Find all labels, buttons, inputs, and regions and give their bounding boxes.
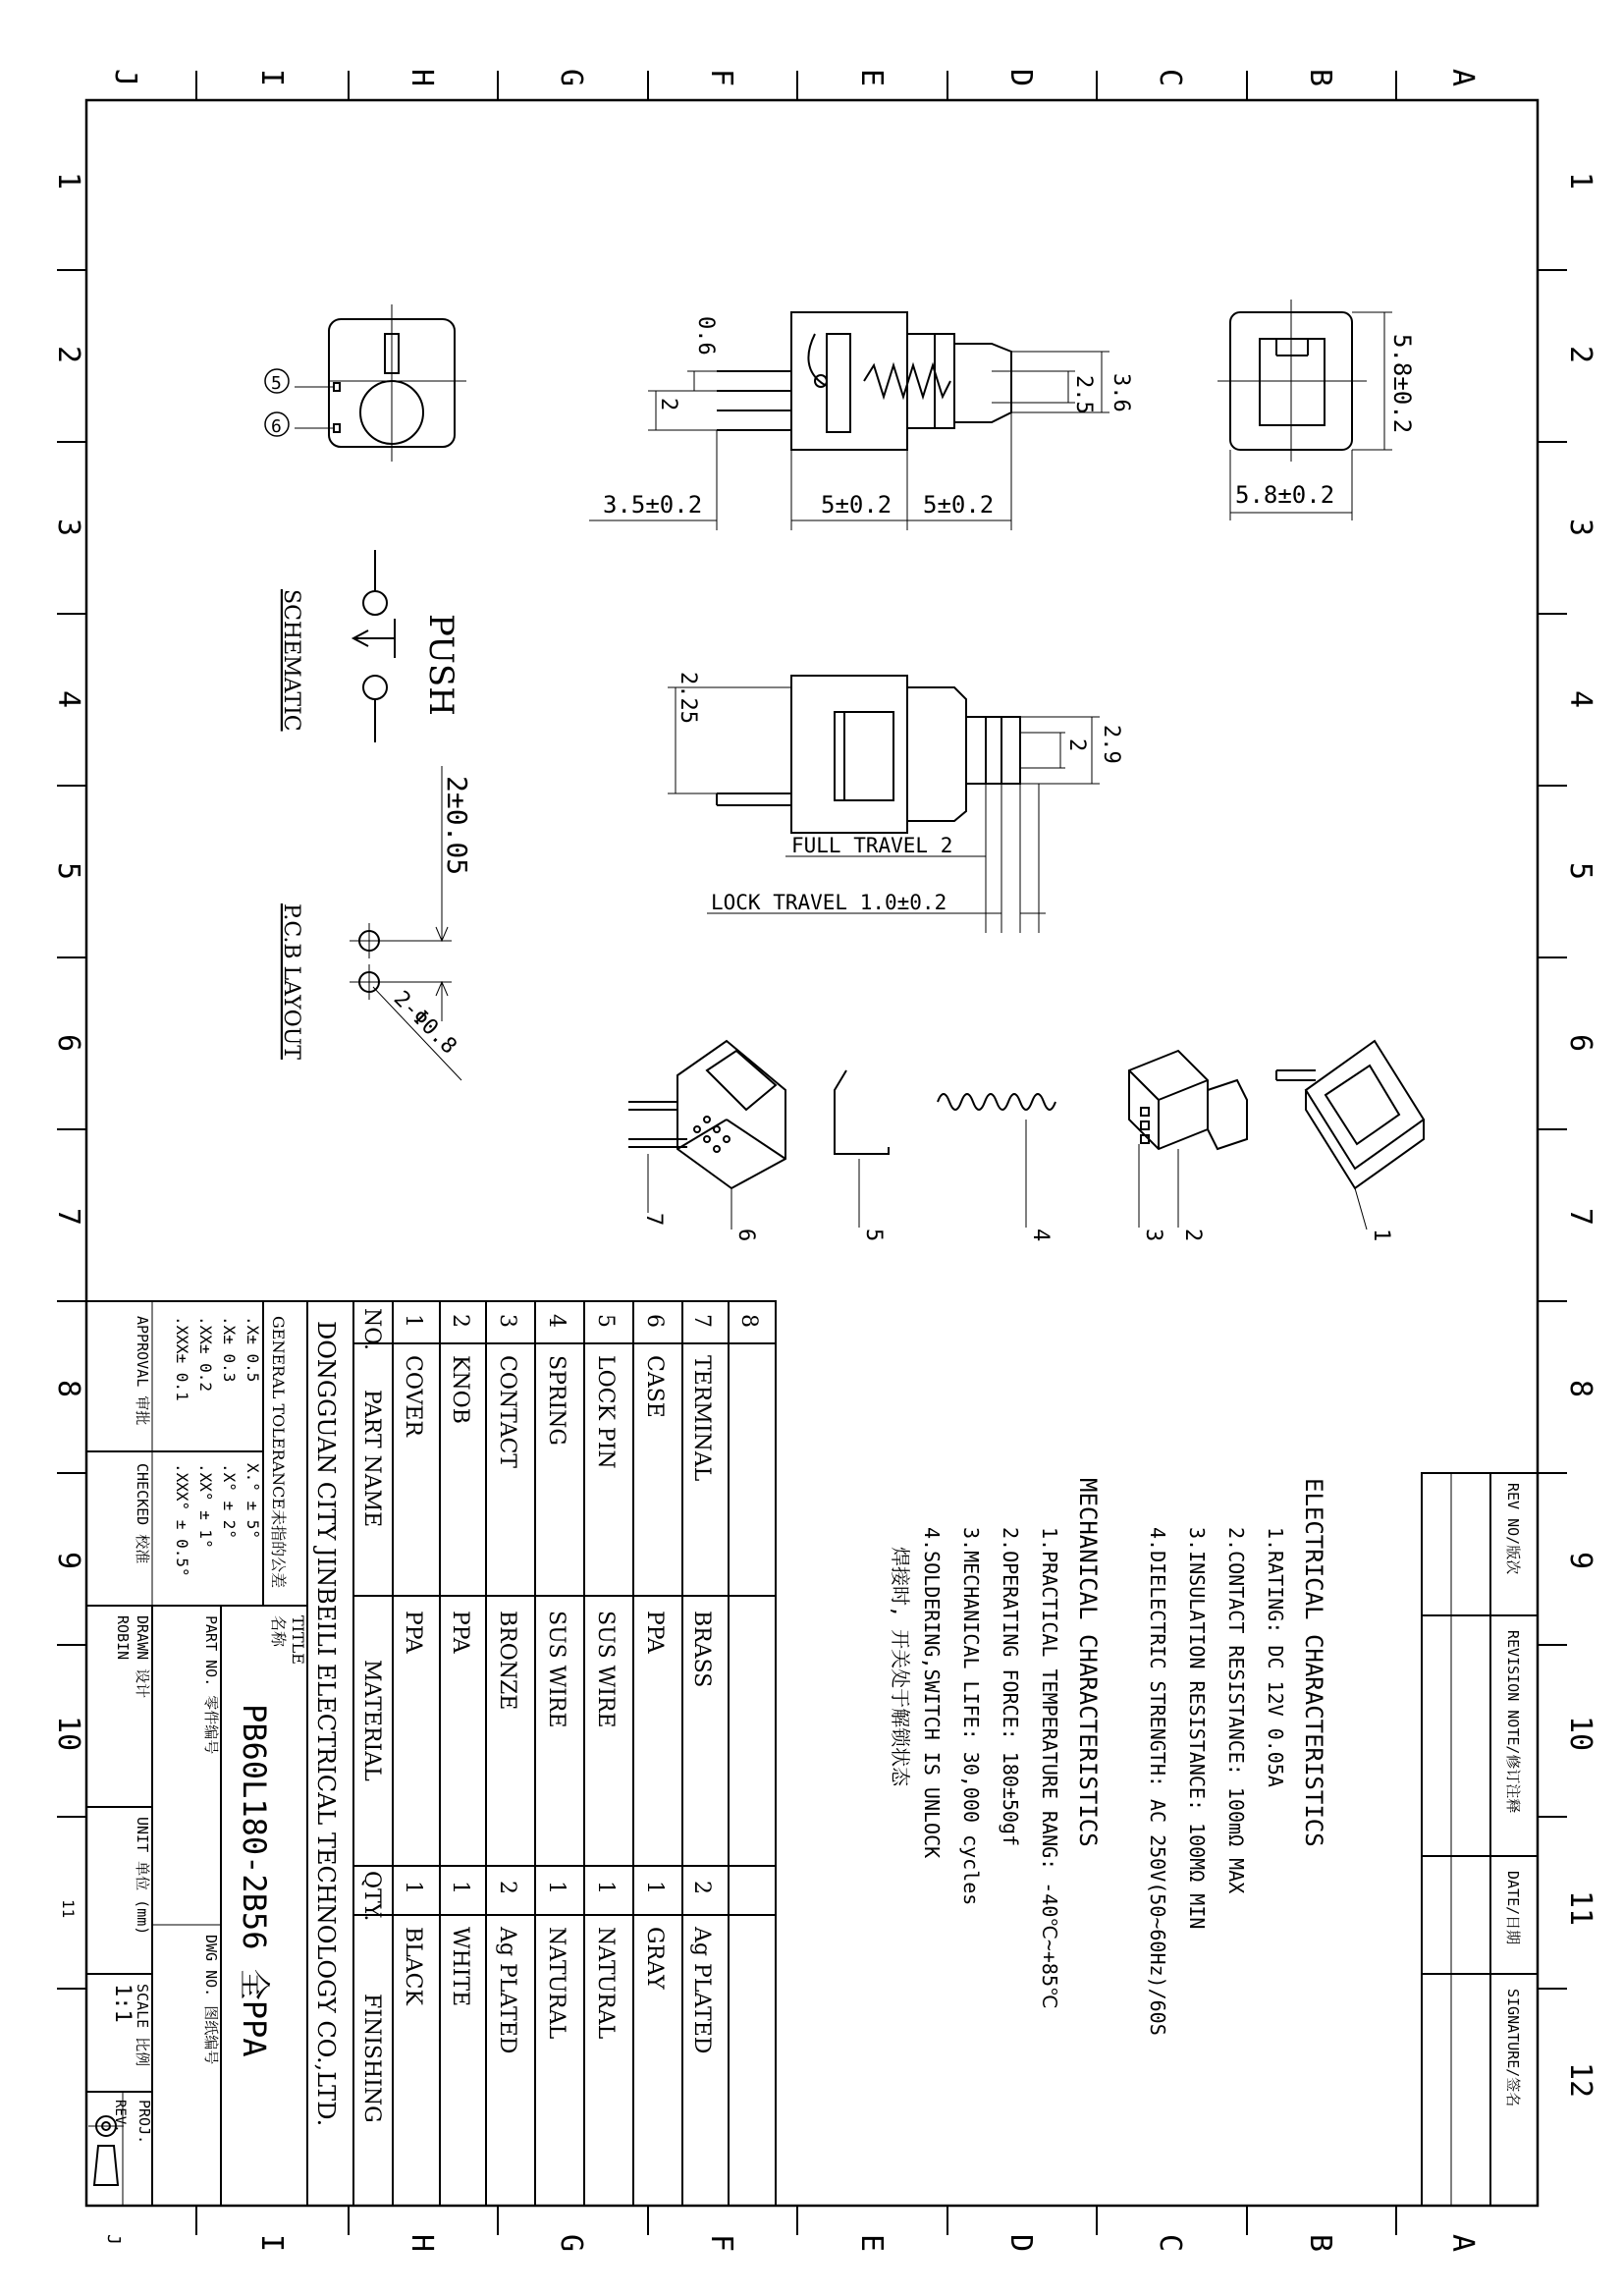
- border-ticks-top: [196, 71, 1396, 100]
- schematic-label: SCHEMATIC: [279, 589, 303, 732]
- border-letter-bottom-G: G: [554, 2234, 588, 2253]
- border-letter-top-C: C: [1153, 69, 1187, 87]
- border-letter-top-B: B: [1303, 69, 1337, 87]
- scale-label: SCALE 比例: [134, 1984, 151, 2067]
- pcb-layout-label: P.C.B LAYOUT: [279, 903, 303, 1060]
- border-number-right-8: 8: [1563, 1380, 1597, 1398]
- border-number-right-1: 1: [1563, 172, 1597, 191]
- border-letter-top-E: E: [854, 69, 889, 87]
- mechanical-line-5: 焊接时, 开关处于解锁状态: [889, 1547, 912, 1787]
- bom-cell-no: 8: [736, 1314, 761, 1328]
- dim-side-3-6: 3.6: [1109, 373, 1133, 412]
- push-label: PUSH: [421, 614, 460, 716]
- border-ticks-bottom: [196, 2206, 1396, 2235]
- border-number-right-3: 3: [1563, 519, 1597, 537]
- bom-cell-no: 6: [642, 1314, 667, 1328]
- proj-label: PROJ.: [135, 2100, 153, 2145]
- pcb-holes-label: 2-Φ0.8: [388, 986, 461, 1060]
- border-letter-top-J: J: [108, 69, 142, 87]
- bom-cell-material: SUS WIRE: [593, 1611, 618, 1728]
- bom-cell-part: LOCK PIN: [593, 1355, 618, 1469]
- border-number-left-6: 6: [51, 1034, 85, 1053]
- bom-header-material: MATERIAL: [359, 1660, 384, 1781]
- callout-5: 5: [861, 1229, 886, 1242]
- full-travel-label: FULL TRAVEL 2: [791, 834, 953, 857]
- dim-lower-2-9: 2.9: [1099, 725, 1123, 764]
- callout-4: 4: [1028, 1229, 1053, 1242]
- dim-front-height: 5.8±0.2: [1388, 334, 1416, 434]
- border-letter-top-H: H: [405, 69, 439, 87]
- bom-cell-part: SPRING: [544, 1355, 568, 1446]
- bom-cell-part: CONTACT: [495, 1355, 519, 1468]
- scale-value: 1:1: [110, 1984, 135, 2023]
- border-letter-bottom-A: A: [1445, 2234, 1480, 2253]
- bom-header-qty: QTY.: [359, 1871, 384, 1922]
- border-number-left-11: 11: [59, 1899, 78, 1919]
- pin-label-5: 5: [271, 373, 282, 394]
- border-number-left-2: 2: [51, 346, 85, 364]
- bom-cell-no: 7: [689, 1314, 714, 1328]
- revision-headers: [1504, 1483, 1522, 2106]
- tol-right-1: X.° ± 5°: [243, 1463, 262, 1540]
- bom-cell-finishing: BLACK: [401, 1927, 425, 2005]
- bom-cell-no: 5: [593, 1314, 618, 1328]
- border-number-left-10: 10: [51, 1716, 85, 1752]
- bom-header-finishing: FINISHING: [359, 1994, 384, 2123]
- bottom-view: [265, 304, 466, 462]
- tol-right-2: .X° ± 2°: [220, 1463, 239, 1540]
- dim-side-0-6: 0.6: [693, 316, 718, 355]
- border-letter-bottom-B: B: [1303, 2234, 1337, 2253]
- electrical-line-3: 3.INSULATION RESISTANCE: 100MΩ MIN: [1185, 1527, 1209, 1930]
- border-numbers-right: [1563, 172, 1597, 2098]
- bom-cell-qty: 2: [689, 1881, 714, 1894]
- dim-lower-2-25: 2.25: [676, 672, 700, 724]
- bom-cell-part: KNOB: [448, 1355, 472, 1424]
- border-number-right-10: 10: [1563, 1716, 1597, 1752]
- border-number-right-9: 9: [1563, 1552, 1597, 1570]
- exploded-callouts: [641, 1213, 1393, 1241]
- mechanical-line-2: 2.OPERATING FORCE: 180±50gf: [999, 1527, 1022, 1847]
- lock-travel-label: LOCK TRAVEL 1.0±0.2: [711, 891, 947, 914]
- tol-left-4: .XXX± 0.1: [173, 1316, 191, 1401]
- border-number-left-8: 8: [51, 1380, 85, 1398]
- mechanical-line-3: 3.MECHANICAL LIFE: 30,000 cycles: [959, 1527, 983, 1906]
- bom-cell-finishing: NATURAL: [544, 1927, 568, 2040]
- electrical-line-2: 2.CONTACT RESISTANCE: 100mΩ MAX: [1224, 1527, 1248, 1894]
- bom-cell-no: 1: [401, 1314, 425, 1328]
- part-case-shape: [677, 1041, 785, 1188]
- dim-side-2-5: 2.5: [1071, 375, 1096, 414]
- border-number-left-9: 9: [51, 1552, 85, 1570]
- rev-date-header: DATE/日期: [1504, 1871, 1522, 1945]
- drawing-frame: [86, 100, 1538, 2206]
- border-letter-bottom-H: H: [405, 2234, 439, 2253]
- title-block-text: [110, 1316, 340, 2144]
- border-letter-top-D: D: [1003, 69, 1038, 87]
- bom-cell-finishing: Ag PLATED: [495, 1927, 519, 2054]
- bom-cell-part: TERMINAL: [689, 1355, 714, 1482]
- approval-label: APPROVAL 审批: [134, 1316, 151, 1426]
- bom-cell-part: CASE: [642, 1355, 667, 1418]
- callout-6: 6: [733, 1229, 758, 1242]
- pcb-pitch-label: 2±0.05: [441, 776, 473, 876]
- bom-rows: [401, 1314, 761, 2053]
- border-number-left-1: 1: [51, 172, 85, 191]
- border-number-left-3: 3: [51, 519, 85, 537]
- rev-label: REV.: [112, 2100, 128, 2133]
- pin-label-6: 6: [271, 416, 282, 437]
- dim-side-2: 2: [656, 398, 680, 411]
- bom-cell-material: PPA: [401, 1611, 425, 1654]
- drawn-by-value: ROBIN: [114, 1615, 132, 1661]
- tol-left-3: .XX± 0.2: [196, 1316, 215, 1393]
- callout-3: 3: [1141, 1229, 1165, 1242]
- mechanical-line-4: 4.SOLDERING,SWITCH IS UNLOCK: [920, 1527, 944, 1859]
- bom-cell-finishing: Ag PLATED: [689, 1927, 714, 2054]
- border-number-right-6: 6: [1563, 1034, 1597, 1053]
- rev-signature-header: SIGNATURE/签名: [1504, 1989, 1522, 2107]
- dim-front-width: 5.8±0.2: [1235, 481, 1335, 509]
- part-lockpin-shape: [835, 1070, 889, 1154]
- border-letter-bottom-F: F: [704, 2234, 738, 2253]
- tol-right-4: .XXX° ± 0.5°: [173, 1463, 191, 1577]
- bom-cell-qty: 1: [448, 1881, 472, 1894]
- bom-cell-material: BRASS: [689, 1611, 714, 1688]
- border-number-right-11: 11: [1563, 1890, 1597, 1927]
- border-number-right-7: 7: [1563, 1208, 1597, 1227]
- tol-left-1: .X± 0.5: [243, 1316, 262, 1383]
- border-letters-bottom: [103, 2234, 1480, 2252]
- border-letter-bottom-C: C: [1153, 2234, 1187, 2253]
- border-letter-bottom-D: D: [1003, 2234, 1038, 2253]
- bom-cell-finishing: GRAY: [642, 1927, 667, 1990]
- callout-7: 7: [641, 1213, 666, 1227]
- border-letter-bottom-J: J: [103, 2234, 124, 2245]
- border-number-right-2: 2: [1563, 346, 1597, 364]
- bom-cell-qty: 2: [495, 1881, 519, 1894]
- part-no-value: PB60L180-2B56 全PPA: [236, 1704, 273, 2057]
- part-cover-shape: [1306, 1041, 1424, 1169]
- bom-cell-material: SUS WIRE: [544, 1611, 568, 1728]
- bom-cell-material: PPA: [448, 1611, 472, 1654]
- border-letter-top-F: F: [704, 69, 738, 87]
- border-number-right-12: 12: [1563, 2062, 1597, 2099]
- dim-body-5-a: 5±0.2: [821, 491, 893, 519]
- border-number-left-5: 5: [51, 862, 85, 881]
- bom-cell-no: 4: [544, 1314, 568, 1328]
- border-number-right-5: 5: [1563, 862, 1597, 881]
- electrical-line-1: 1.RATING: DC 12V 0.05A: [1264, 1527, 1287, 1787]
- callout-1: 1: [1369, 1229, 1393, 1242]
- company-name: DONGGUAN CITY JINBEILI ELECTRICAL TECHNOLOGY CO.,LTD.: [312, 1321, 340, 2127]
- bom-cell-qty: 1: [401, 1881, 425, 1894]
- border-letter-bottom-E: E: [854, 2234, 889, 2253]
- rev-no-header: REV NO/版次: [1504, 1483, 1522, 1575]
- bom-cell-qty: 1: [593, 1881, 618, 1894]
- rev-note-header: REVISION NOTE/修订注释: [1504, 1630, 1522, 1814]
- electrical-title: ELECTRICAL CHARACTERISTICS: [1300, 1478, 1327, 1847]
- checked-label: CHECKED 校准: [134, 1463, 151, 1564]
- dim-body-5-b: 5±0.2: [923, 491, 995, 519]
- border-letter-bottom-I: I: [254, 2234, 289, 2253]
- tolerance-title: GENERAL TOLERANCE未指的公差: [269, 1316, 288, 1589]
- tol-right-3: .XX° ± 1°: [196, 1463, 215, 1549]
- part-spring-shape: [938, 1094, 1055, 1110]
- border-numbers-left: [51, 172, 85, 1918]
- drawn-label: DRAWN 设计: [134, 1615, 151, 1699]
- dwg-no-label: DWG NO. 图纸编号: [202, 1935, 220, 2065]
- bom-cell-finishing: WHITE: [448, 1927, 472, 2007]
- bom-cell-no: 2: [448, 1314, 472, 1328]
- border-letter-top-G: G: [554, 69, 588, 87]
- border-ticks-right: [1538, 270, 1567, 1989]
- title-cn-label: 名称: [269, 1615, 288, 1648]
- bom-cell-no: 3: [495, 1314, 519, 1328]
- border-number-left-4: 4: [51, 690, 85, 709]
- mechanical-title: MECHANICAL CHARACTERISTICS: [1074, 1478, 1102, 1847]
- dim-lower-2: 2: [1064, 738, 1089, 752]
- unit-label: UNIT 单位 (mm): [134, 1817, 151, 1936]
- dim-pin-3-5: 3.5±0.2: [603, 491, 703, 519]
- border-letter-top-I: I: [254, 69, 289, 87]
- border-letters-top: [108, 69, 1480, 86]
- border-letter-top-A: A: [1445, 69, 1480, 87]
- bom-cell-qty: 1: [642, 1881, 667, 1894]
- bom-cell-qty: 1: [544, 1881, 568, 1894]
- bom-headers: [359, 1308, 384, 2123]
- electrical-line-4: 4.DIELECTRIC STRENGTH: AC 250V(50~60Hz)/60S: [1146, 1527, 1169, 2036]
- bom-cell-finishing: NATURAL: [593, 1927, 618, 2040]
- border-number-right-4: 4: [1563, 690, 1597, 709]
- mechanical-line-1: 1.PRACTICAL TEMPERATURE RANG: -40℃~+85℃: [1038, 1527, 1061, 2009]
- title-label: TITLE: [289, 1615, 307, 1665]
- bom-header-part: PART NAME: [359, 1390, 384, 1528]
- part-no-label: PART NO. 零件编号: [202, 1615, 220, 1755]
- border-number-left-7: 7: [51, 1208, 85, 1227]
- characteristics: [889, 1478, 1327, 2036]
- bom-cell-material: BRONZE: [495, 1611, 519, 1711]
- schematic-symbol: [353, 550, 395, 742]
- callout-2: 2: [1180, 1229, 1205, 1242]
- exploded-view: [628, 1041, 1424, 1230]
- bom-cell-material: PPA: [642, 1611, 667, 1654]
- bom-cell-part: COVER: [401, 1355, 425, 1437]
- bom-header-no: NO.: [359, 1308, 384, 1350]
- tol-left-2: .X± 0.3: [220, 1316, 239, 1383]
